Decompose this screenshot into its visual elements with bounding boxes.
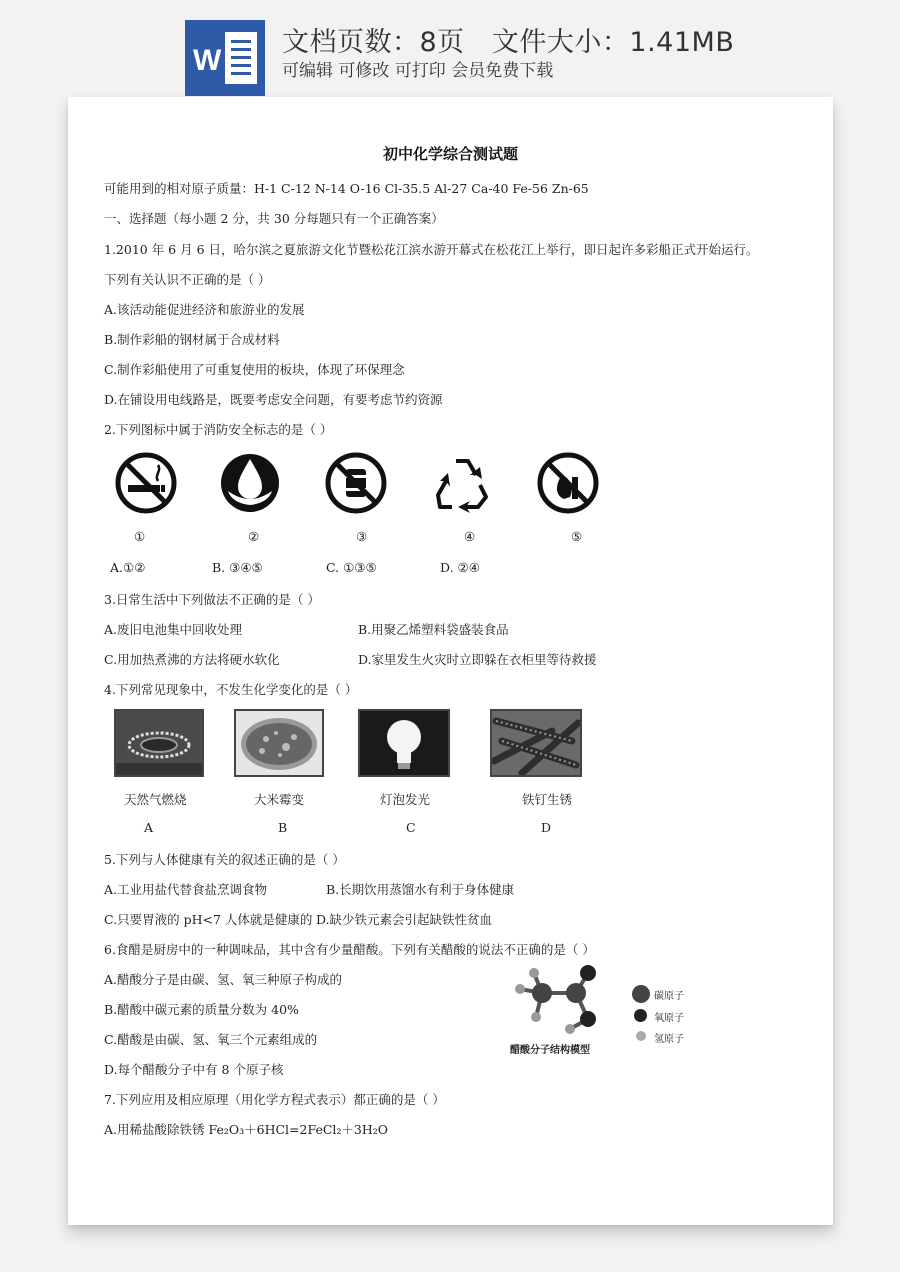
q5-option-a: A.工业用盐代替食盐烹调食物 xyxy=(104,882,268,897)
q3-option-c: C.用加热煮沸的方法将硬水软化 xyxy=(104,652,280,667)
glowing-bulb-photo xyxy=(358,709,450,777)
word-icon-letter: W xyxy=(193,44,222,77)
q2-stem: 2.下列图标中属于消防安全标志的是（ ） xyxy=(104,422,333,437)
water-saving-sign-icon xyxy=(218,451,282,515)
q7-stem: 7.下列应用及相应原理（用化学方程式表示）都正确的是（ ） xyxy=(104,1092,445,1107)
atomic-masses: 可能用到的相对原子质量：H-1 C-12 N-14 O-16 Cl-35.5 Al-27 Ca-40 Fe-56 Zn-65 xyxy=(104,181,589,196)
q4-caption-a: 天然气燃烧 xyxy=(124,792,187,807)
q1-stem-line2: 下列有关认识不正确的是（ ） xyxy=(104,272,271,287)
q1-option-c: C.制作彩船使用了可重复使用的板块，体现了环保理念 xyxy=(104,362,405,377)
q7-option-a: A.用稀盐酸除铁锈 Fe₂O₃＋6HCl=2FeCl₂＋3H₂O xyxy=(104,1122,389,1137)
word-document-icon xyxy=(185,20,265,96)
legend-hydrogen: 氢原子 xyxy=(654,1034,684,1045)
q4-letter-d: D xyxy=(541,820,552,835)
recycling-sign-icon xyxy=(430,451,494,515)
document-info-subtitle: 可编辑 可修改 可打印 会员免费下载 xyxy=(282,61,554,81)
q2-label-4: ④ xyxy=(464,529,476,544)
q5-option-c: C.只要胃液的 pH<7 人体就是健康的 xyxy=(104,912,313,927)
oxygen-legend-icon xyxy=(634,1009,647,1022)
moldy-rice-photo xyxy=(234,709,324,777)
acetic-acid-model-icon xyxy=(506,963,616,1043)
no-open-flame-sign-icon xyxy=(536,451,600,515)
q1-option-a: A.该活动能促进经济和旅游业的发展 xyxy=(104,302,305,317)
document-info-title: 文档页数：8页 文件大小：1.41MB xyxy=(282,27,735,58)
legend-carbon: 碳原子 xyxy=(654,991,684,1002)
model-caption: 醋酸分子结构模型 xyxy=(510,1045,590,1056)
q4-letter-b: B xyxy=(278,820,288,835)
q6-option-c: C.醋酸是由碳、氢、氧三个元素组成的 xyxy=(104,1032,318,1047)
q2-option-d: D. ②④ xyxy=(440,560,480,575)
q6-stem: 6.食醋是厨房中的一种调味品，其中含有少量醋酸。下列有关醋酸的说法不正确的是（ ） xyxy=(104,942,595,957)
q4-letter-c: C xyxy=(406,820,416,835)
q3-option-a: A.废旧电池集中回收处理 xyxy=(104,622,243,637)
q6-option-b: B.醋酸中碳元素的质量分数为 40% xyxy=(104,1002,299,1017)
q3-option-d: D.家里发生火灾时立即躲在衣柜里等待救援 xyxy=(358,652,597,667)
q4-stem: 4.下列常见现象中，不发生化学变化的是（ ） xyxy=(104,682,358,697)
q2-label-3: ③ xyxy=(356,529,368,544)
no-flammable-sign-icon xyxy=(324,451,388,515)
q5-option-d: D.缺少铁元素会引起缺铁性贫血 xyxy=(316,912,493,927)
document-page xyxy=(68,97,833,1225)
q2-label-2: ② xyxy=(248,529,260,544)
section-heading: 一、选择题（每小题 2 分，共 30 分每题只有一个正确答案） xyxy=(104,211,444,226)
q4-caption-b: 大米霉变 xyxy=(254,792,305,807)
legend-oxygen: 氧原子 xyxy=(654,1013,684,1024)
q5-stem: 5.下列与人体健康有关的叙述正确的是（ ） xyxy=(104,852,345,867)
q3-stem: 3.日常生活中下列做法不正确的是（ ） xyxy=(104,592,320,607)
q2-label-1: ① xyxy=(134,529,146,544)
q6-option-a: A.醋酸分子是由碳、氢、氧三种原子构成的 xyxy=(104,972,343,987)
no-smoking-sign-icon xyxy=(114,451,178,515)
q1-stem-line1: 1.2010 年 6 月 6 日，哈尔滨之夏旅游文化节暨松花江滨水游开幕式在松花江上举行，即日起许多彩船正式开始运行。 xyxy=(104,242,759,257)
q6-option-d: D.每个醋酸分子中有 8 个原子核 xyxy=(104,1062,284,1077)
q2-option-c: C. ①③⑤ xyxy=(326,560,377,575)
q4-letter-a: A xyxy=(144,820,154,835)
carbon-legend-icon xyxy=(632,985,650,1003)
q1-option-b: B.制作彩船的钢材属于合成材料 xyxy=(104,332,280,347)
q5-option-b: B.长期饮用蒸馏水有利于身体健康 xyxy=(326,882,515,897)
q2-option-a: A.①② xyxy=(110,560,146,575)
q4-caption-c: 灯泡发光 xyxy=(380,792,431,807)
document-title: 初中化学综合测试题 xyxy=(382,145,518,163)
hydrogen-legend-icon xyxy=(636,1031,646,1041)
q1-option-d: D.在铺设用电线路是，既要考虑安全问题，有要考虑节约资源 xyxy=(104,392,443,407)
q4-caption-d: 铁钉生锈 xyxy=(522,792,573,807)
gas-burner-photo xyxy=(114,709,204,777)
download-header xyxy=(0,0,900,100)
q2-option-b: B. ③④⑤ xyxy=(212,560,263,575)
q3-option-b: B.用聚乙烯塑料袋盛装食品 xyxy=(358,622,509,637)
rusty-nails-photo xyxy=(490,709,582,777)
q2-label-5: ⑤ xyxy=(571,529,583,544)
